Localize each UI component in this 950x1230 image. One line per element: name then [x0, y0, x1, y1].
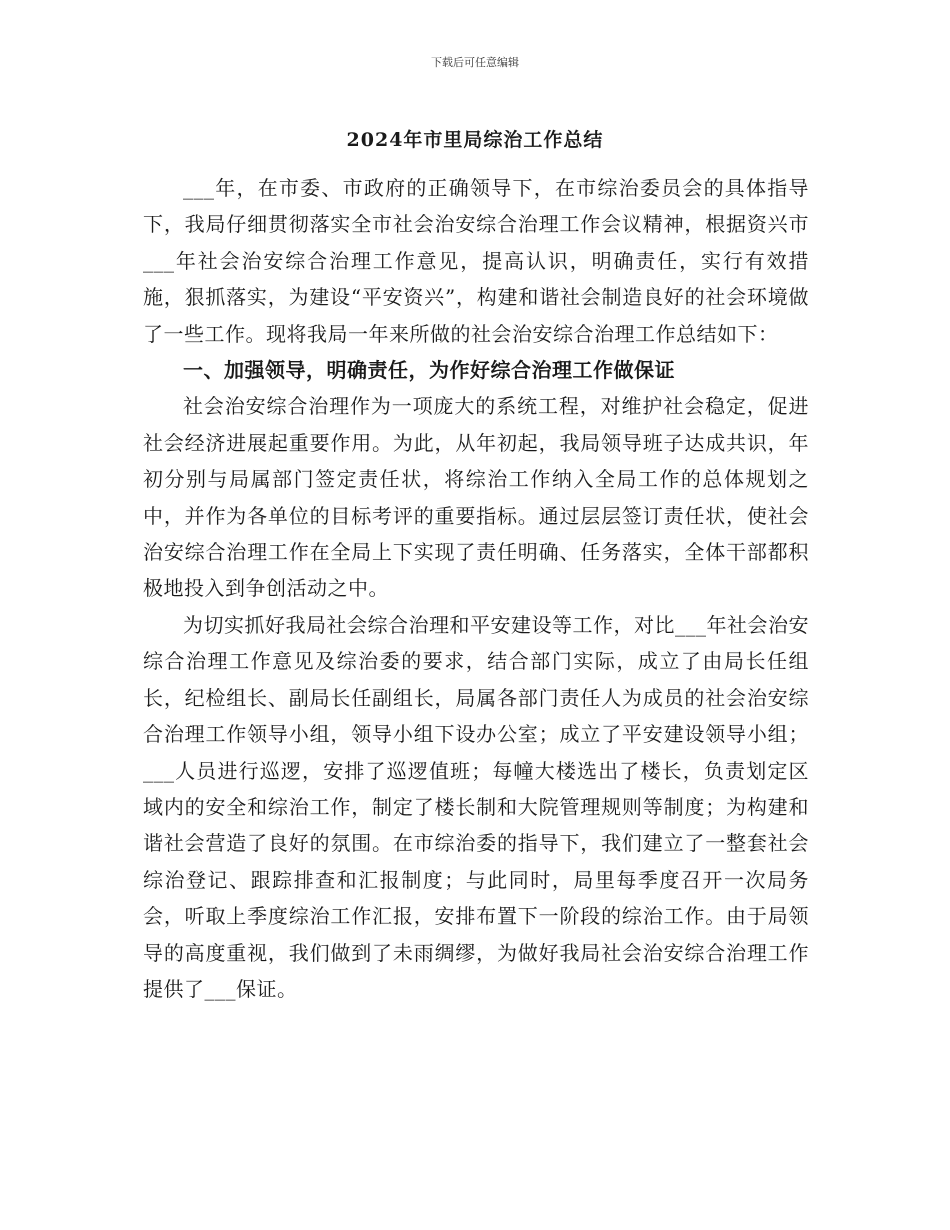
- body-paragraph: 社会治安综合治理作为一项庞大的系统工程，对维护社会稳定，促进社会经济进展起重要作用。为此，从年初起，我局领导班子达成共识，年初分别与局属部门签定责任状，将综治工作纳入全局工作的总体规划之中，并作为各单位的目标考评的重要指标。通过层层签订责任状，使社会治安综合治理工作在全局上下实现了责任明确、任务落实，全体干部都积极地投入到争创活动之中。: [143, 394, 809, 601]
- document-title: 2024年市里局综治工作总结: [346, 129, 604, 151]
- body-paragraph: 为切实抓好我局社会综合治理和平安建设等工作，对比___年社会治安综合治理工作意见及综治委的要求，结合部门实际，成立了由局长任组长，纪检组长、副局长任副组长，局属各部门责任人为成员的社会治安综合治理工作领导小组，领导小组下设办公室；成立了平安建设领导小组；___人员进行巡逻，安排了巡逻值班；每幢大楼选出了楼长，负责划定区域内的安全和综治工作，制定了楼长制和大院管理规则等制度；为构建和谐社会营造了良好的氛围。在市综治委的指导下，我们建立了一整套社会综治登记、跟踪排查和汇报制度；与此同时，局里每季度召开一次局务会，听取上季度综治工作汇报，安排布置下一阶段的综治工作。由于局领导的高度重视，我们做到了未雨绸缪，为做好我局社会治安综合治理工作提供了___保证。: [143, 612, 809, 1001]
- intro-paragraph: ___年，在市委、市政府的正确领导下，在市综治委员会的具体指导下，我局仔细贯彻落实全市社会治安综合治理工作会议精神，根据资兴市___年社会治安综合治理工作意见，提高认识，明确责任，实行有效措施，狠抓落实，为建设“平安资兴”，构建和谐社会制造良好的社会环境做了一些工作。现将我局一年来所做的社会治安综合治理工作总结如下：: [143, 176, 809, 346]
- document-body: [143, 170, 809, 1007]
- header-note: 下载后可任意编辑: [431, 56, 519, 69]
- section-heading: 一、加强领导，明确责任，为作好综合治理工作做保证: [183, 358, 675, 383]
